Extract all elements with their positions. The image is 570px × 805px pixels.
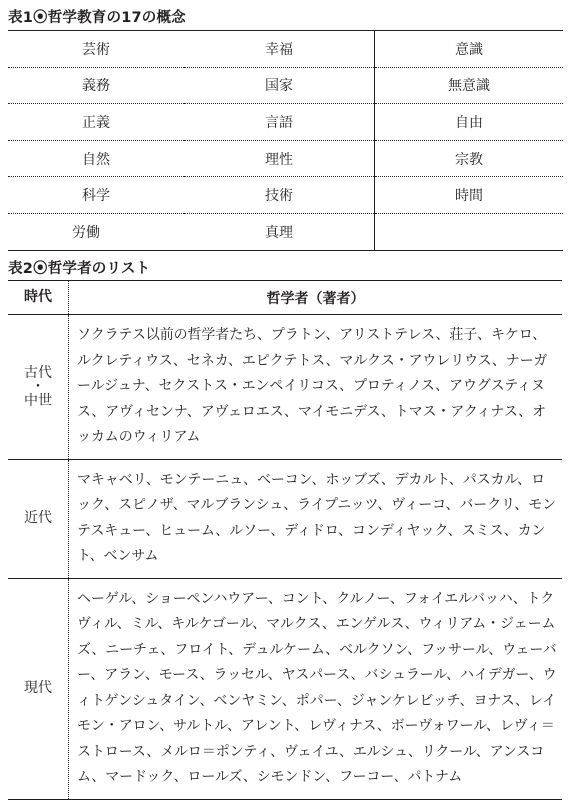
concept-cell-empty — [375, 213, 564, 250]
era-label-top: 古代 — [24, 364, 52, 381]
concept-cell: 技術 — [184, 177, 375, 214]
table-header-row — [8, 281, 562, 315]
concept-cell: 科学 — [8, 177, 184, 214]
concepts-table — [8, 30, 563, 251]
concept-cell: 自然 — [8, 140, 184, 177]
philosopher-list: ソクラテス以前の哲学者たち、プラトン、アリストテレス、荘子、キケロ、ルクレティウス、セネカ、エピクテトス、マルクス・アウレリウス、ナーガールジュナ、セクストス・エンペイリコス、プロティノス、アウグスティヌス、アヴィセンナ、アヴェロエス、マイモニデス、トマス・アクィナス、オッカムのウィリアム — [69, 315, 563, 460]
table-row — [8, 67, 563, 104]
era-cell — [8, 315, 69, 460]
philosopher-list: マキャベリ、モンテーニュ、ベーコン、ホッブズ、デカルト、パスカル、ロック、スピノザ、マルブランシュ、ライプニッツ、ヴィーコ、バークリ、モンテスキュー、ヒューム、ルソー、ディドロ、コンディヤック、スミス、カント、ベンサム — [69, 459, 563, 578]
era-label-separator: ・ — [31, 378, 45, 395]
philosopher-list: ヘーゲル、ショーペンハウアー、コント、クルノー、フォイエルバッハ、トクヴィル、ミル、キルケゴール、マルクス、エンゲルス、ウィリアム・ジェームズ、ニーチェ、フロイト、デュルケーム、ベルクソン、フッサール、ウェーバー、アラン、モース、ラッセル、ヤスパース、バシュラール、ハイデガー、ウィトゲンシュタイン、ベンヤミン、ポパー、ジャンケレビッチ、ヨナス、レイモン・アロン、サルトル、アレント、レヴィナス、ボーヴォワール、レヴィ＝ストロース、メルロ＝ポンティ、ヴェイユ、エルシュ、リクール、アンスコム、マードック、ロールズ、シモンドン、フーコー、パトナム — [69, 578, 563, 799]
concept-cell: 幸福 — [184, 31, 375, 68]
concept-cell: 国家 — [184, 67, 375, 104]
concept-cell: 労働 — [8, 213, 184, 250]
table-row — [8, 104, 563, 141]
table-row — [8, 31, 563, 68]
table-row — [8, 177, 563, 214]
concept-cell: 宗教 — [375, 140, 564, 177]
concept-cell: 真理 — [184, 213, 375, 250]
table2-caption: 表2⦿哲学者のリスト — [8, 261, 151, 277]
philosophers-table — [8, 280, 562, 800]
concept-cell: 無意識 — [375, 67, 564, 104]
concept-cell: 言語 — [184, 104, 375, 141]
table-row — [8, 140, 563, 177]
table-row — [8, 315, 562, 460]
concept-cell: 時間 — [375, 177, 564, 214]
concept-cell: 正義 — [8, 104, 184, 141]
era-label-bottom: 中世 — [24, 392, 52, 409]
concept-cell: 理性 — [184, 140, 375, 177]
concept-cell: 義務 — [8, 67, 184, 104]
table1-caption: 表1⦿哲学教育の17の概念 — [8, 10, 186, 26]
concept-cell: 芸術 — [8, 31, 184, 68]
table-row — [8, 213, 563, 250]
concept-cell: 自由 — [375, 104, 564, 141]
era-cell: 現代 — [8, 578, 69, 799]
table-row — [8, 578, 562, 799]
concept-cell: 意識 — [375, 31, 564, 68]
era-cell: 近代 — [8, 459, 69, 578]
table-row — [8, 459, 562, 578]
era-column-header: 時代 — [8, 281, 69, 315]
names-column-header: 哲学者（著者） — [69, 281, 563, 315]
